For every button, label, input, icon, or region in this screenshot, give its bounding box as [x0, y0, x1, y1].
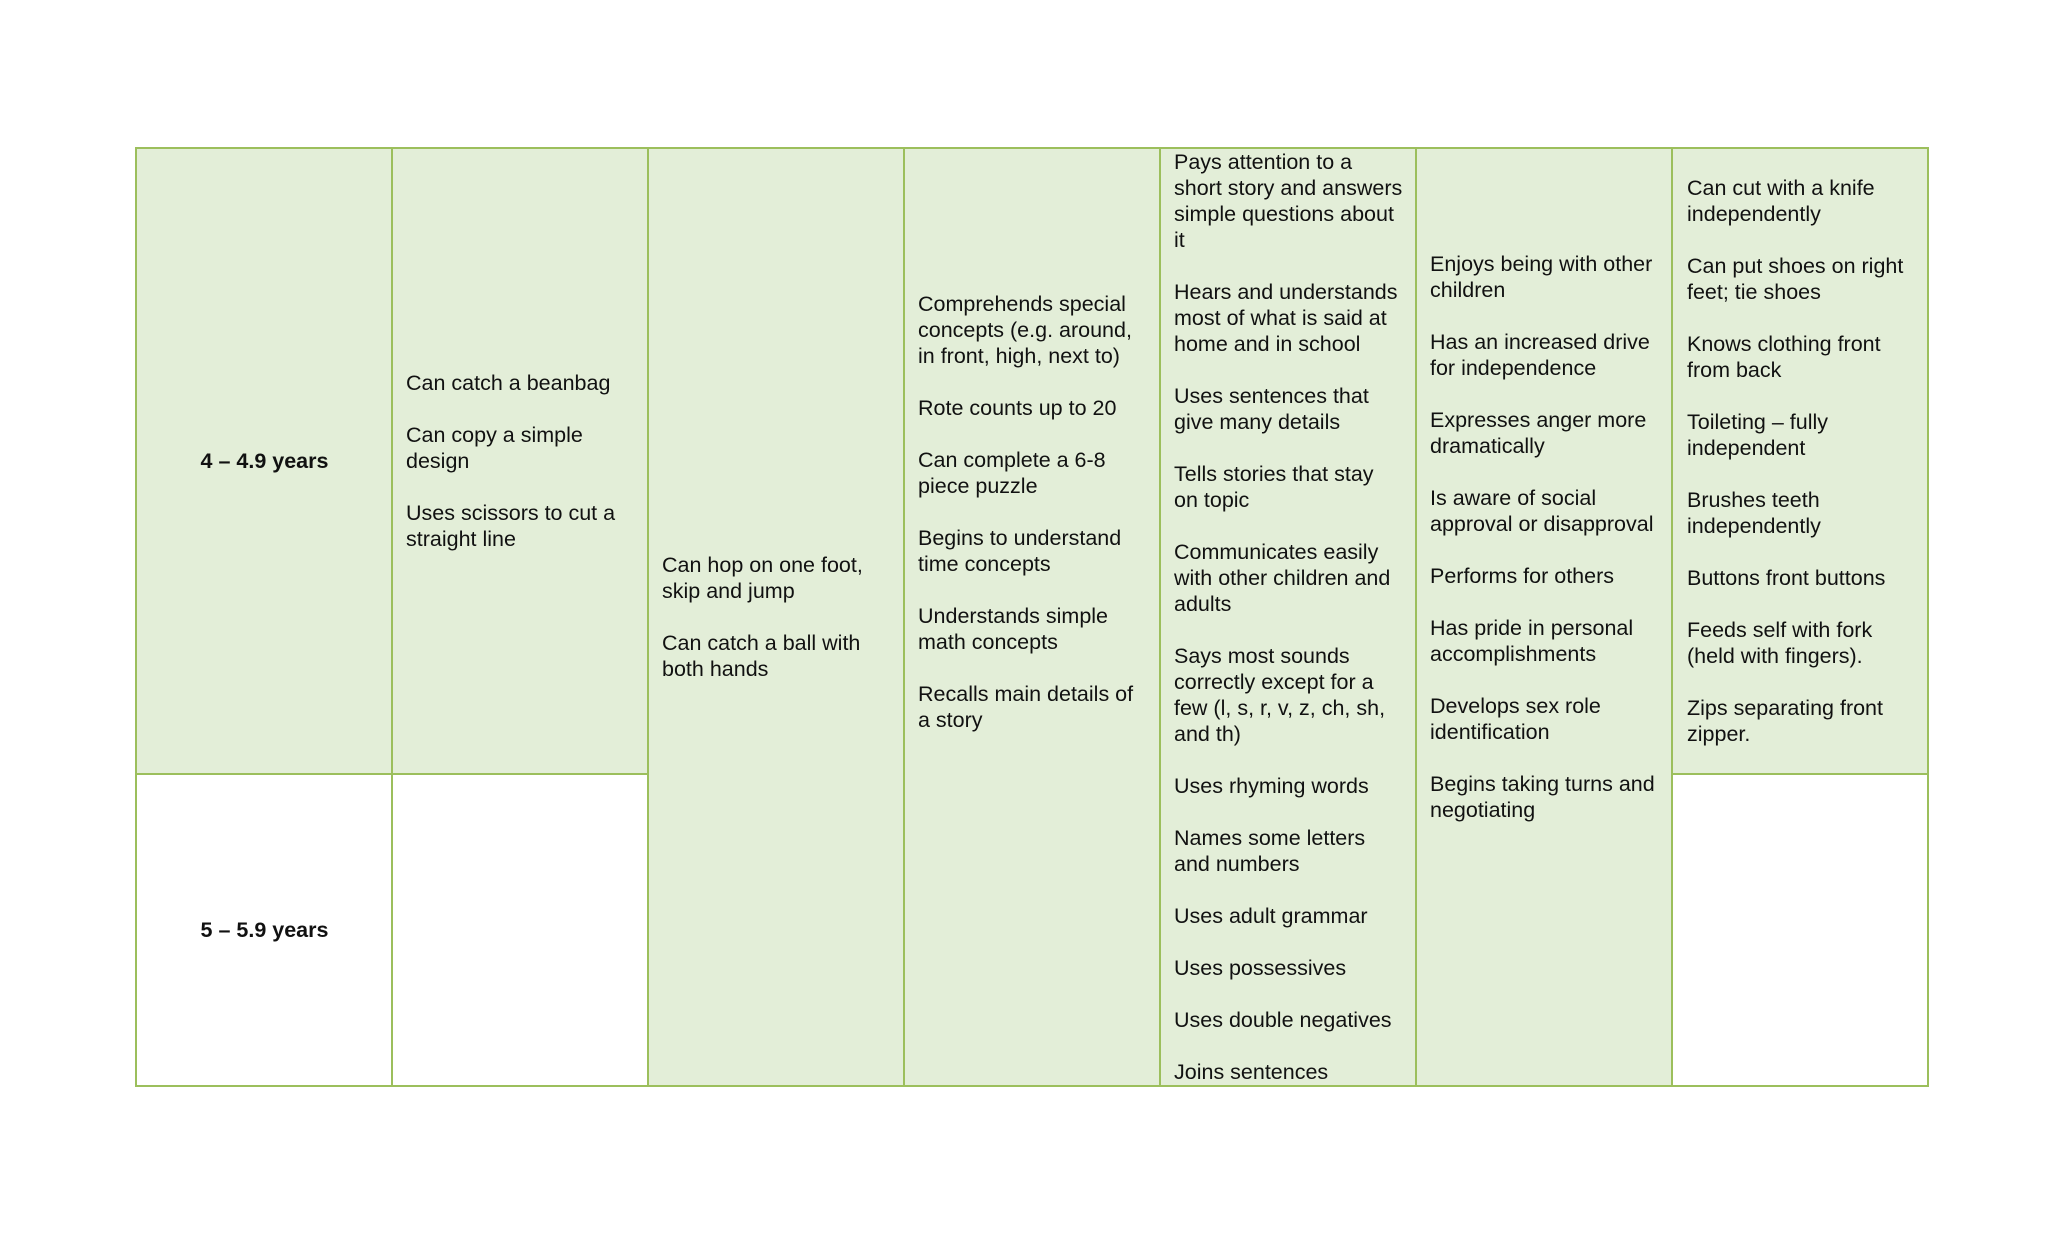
list-item: Enjoys being with other children: [1430, 252, 1653, 302]
fine-motor-cell-4: [392, 148, 648, 774]
list-item: Uses sentences that give many details: [1174, 384, 1369, 434]
list-item: Says most sounds correctly except for a few (l, s, r, v, z, ch, sh, and th): [1174, 644, 1386, 746]
list-item: Feeds self with fork (held with fingers).: [1687, 618, 1873, 669]
list-item: Develops sex role identification: [1430, 694, 1601, 744]
list-item: Begins to understand time concepts: [918, 526, 1122, 576]
social-emotional-cell: [1416, 148, 1672, 1086]
list-item: Has pride in personal accomplishments: [1430, 616, 1634, 666]
list-item: Pays attention to a short story and answers simple questions about it: [1174, 150, 1403, 252]
list-item: Uses possessives: [1174, 956, 1347, 980]
list-item: Joins sentences: [1174, 1060, 1329, 1084]
list-item: Can catch a ball with both hands: [662, 631, 861, 681]
list-item: Understands simple math concepts: [918, 604, 1109, 654]
list-item: Is aware of social approval or disapproval: [1430, 486, 1654, 536]
self-care-cell-4: [1672, 148, 1928, 774]
list-item: Recalls main details of a story: [918, 682, 1134, 732]
development-milestones-table: [135, 147, 1929, 1087]
list-item: Tells stories that stay on topic: [1174, 462, 1374, 512]
cognitive-cell: [904, 148, 1160, 1086]
list-item: Can hop on one foot, skip and jump: [662, 553, 863, 603]
list-item: Can complete a 6-8 piece puzzle: [918, 448, 1106, 498]
age-label: 4 – 4.9 years: [200, 449, 329, 474]
list-item: Uses scissors to cut a straight line: [406, 501, 616, 552]
fine-motor-cell-5: [392, 774, 648, 1086]
age-cell-5: [136, 774, 392, 1086]
list-item: Uses adult grammar: [1174, 904, 1368, 928]
list-item: Comprehends special concepts (e.g. around, in front, high, next to): [918, 292, 1132, 368]
gross-motor-cell: [648, 148, 904, 1086]
list-item: Rote counts up to 20: [918, 396, 1117, 420]
list-item: Communicates easily with other children and adults: [1174, 540, 1391, 616]
list-item: Names some letters and numbers: [1174, 826, 1366, 876]
self-care-cell-5: [1672, 774, 1928, 1086]
list-item: Expresses anger more dramatically: [1430, 408, 1647, 458]
list-item: Can put shoes on right feet; tie shoes: [1687, 254, 1904, 305]
list-item: Hears and understands most of what is said at home and in school: [1174, 280, 1398, 356]
list-item: Can copy a simple design: [406, 423, 583, 474]
age-cell-4: [136, 148, 392, 774]
list-item: Toileting – fully independent: [1687, 410, 1829, 461]
list-item: Has an increased drive for independence: [1430, 330, 1650, 380]
list-item: Can cut with a knife independently: [1687, 176, 1875, 227]
list-item: Knows clothing front from back: [1687, 332, 1881, 383]
table-row-4-years: [136, 148, 1928, 774]
list-item: Begins taking turns and negotiating: [1430, 772, 1655, 822]
age-label: 5 – 5.9 years: [200, 918, 329, 943]
list-item: Uses rhyming words: [1174, 774, 1369, 798]
list-item: Uses double negatives: [1174, 1008, 1392, 1032]
list-item: Zips separating front zipper.: [1687, 696, 1883, 747]
list-item: Can catch a beanbag: [406, 371, 611, 396]
list-item: Buttons front buttons: [1687, 566, 1886, 591]
list-item: Brushes teeth independently: [1687, 488, 1821, 539]
language-cell: [1160, 148, 1416, 1086]
list-item: Performs for others: [1430, 564, 1614, 588]
